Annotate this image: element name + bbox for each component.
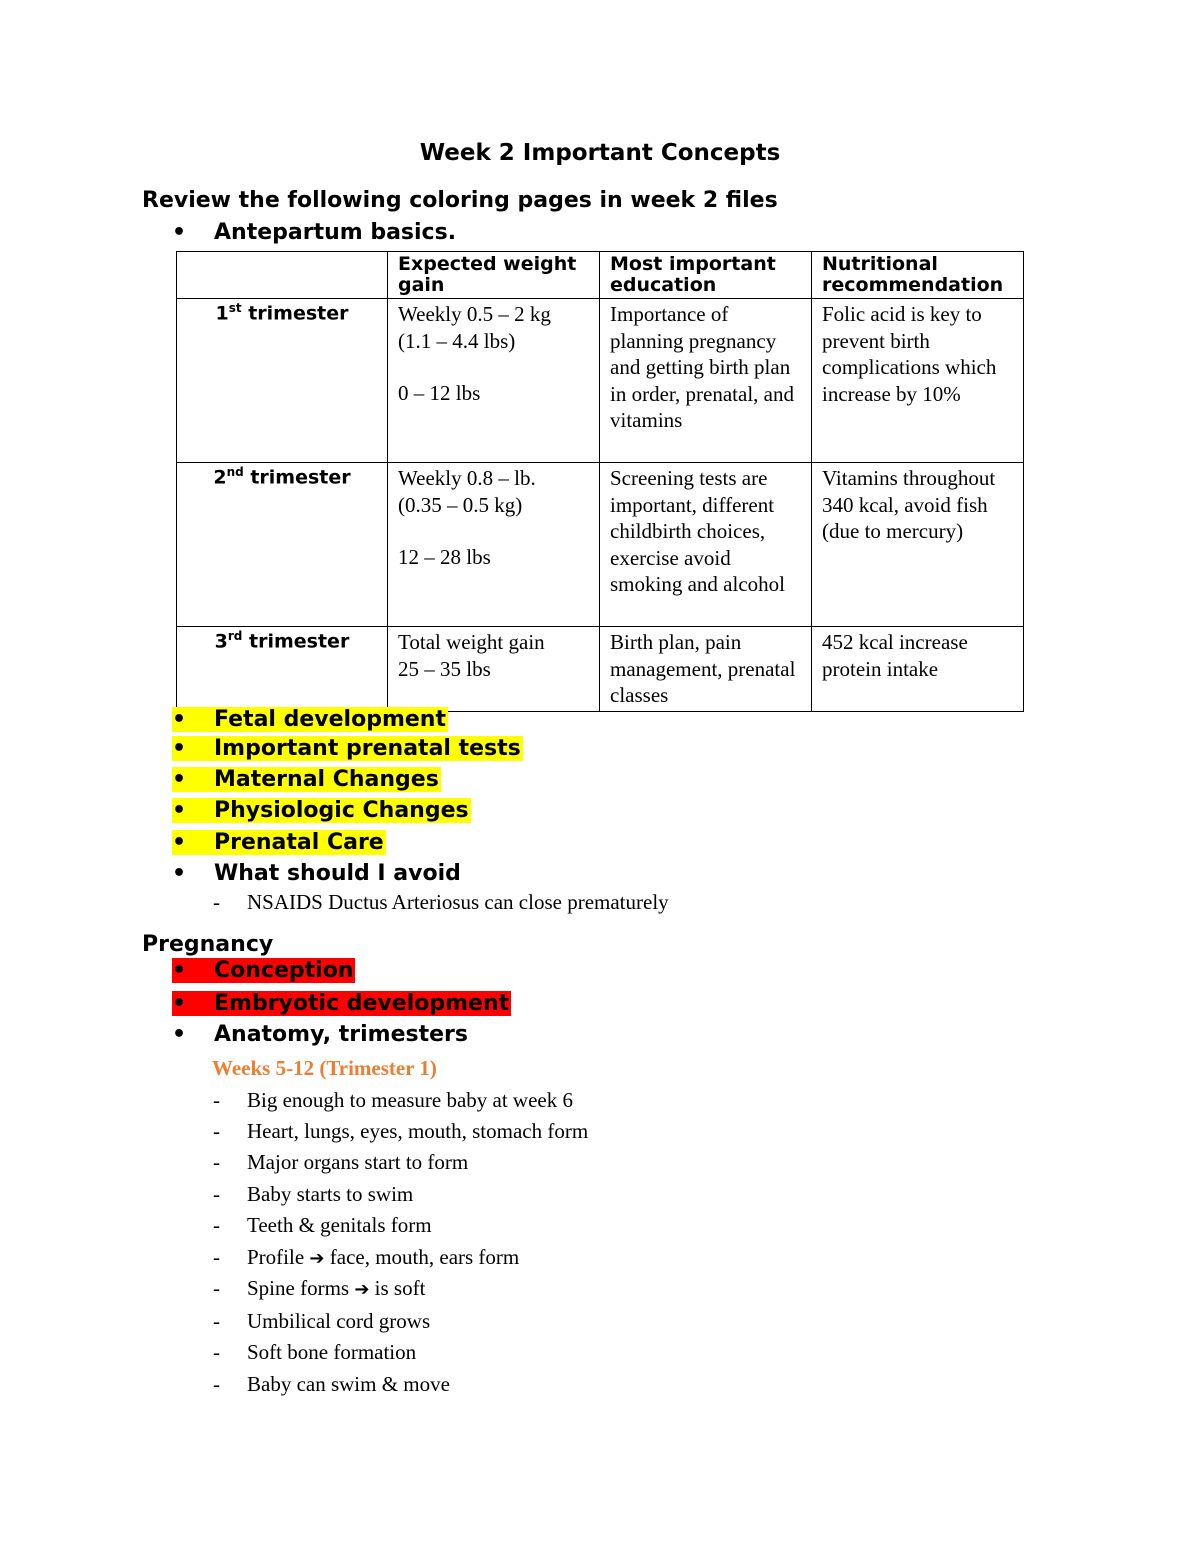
education-cell: Importance of planning pregnancy and getting birth plan in order, prenatal, and vitamins bbox=[600, 299, 812, 463]
list-item: - Spine forms ➔ is soft bbox=[213, 1276, 426, 1300]
bullet-antepartum: • Antepartum basics. bbox=[172, 220, 457, 245]
list-item: - Major organs start to form bbox=[213, 1150, 469, 1174]
table-header-empty bbox=[177, 252, 388, 299]
bullet-what-to-avoid: • What should I avoid bbox=[172, 861, 461, 886]
table-row bbox=[177, 299, 1024, 463]
list-item: - Soft bone formation bbox=[213, 1340, 417, 1364]
dash-icon: - bbox=[213, 1182, 220, 1206]
dash-icon: - bbox=[213, 1245, 220, 1269]
bullet-conception: • Conception bbox=[172, 958, 354, 983]
bullet-fetal-development: • Fetal development bbox=[172, 707, 446, 732]
bullet-anatomy-trimesters: • Anatomy, trimesters bbox=[172, 1022, 468, 1047]
pregnancy-heading: Pregnancy bbox=[142, 932, 274, 957]
bullet-prenatal-tests: • Important prenatal tests bbox=[172, 736, 521, 761]
nutrition-cell: Folic acid is key to prevent birth complications which increase by 10% bbox=[812, 299, 1024, 463]
bullet-icon: • bbox=[172, 798, 212, 823]
arrow-right-icon: ➔ bbox=[354, 1279, 370, 1300]
list-item: - Profile ➔ face, mouth, ears form bbox=[213, 1245, 520, 1269]
list-item: - Big enough to measure baby at week 6 bbox=[213, 1088, 573, 1112]
dash-icon: - bbox=[213, 1119, 220, 1143]
bullet-icon: • bbox=[172, 707, 212, 732]
bullet-maternal-changes: • Maternal Changes bbox=[172, 767, 439, 792]
arrow-right-icon: ➔ bbox=[309, 1248, 325, 1269]
education-cell: Screening tests are important, different childbirth choices, exercise avoid smoking and alcohol bbox=[600, 463, 812, 627]
list-item: - Baby can swim & move bbox=[213, 1372, 450, 1396]
dash-icon: - bbox=[213, 1150, 220, 1174]
nutrition-cell: 452 kcal increase protein intake bbox=[812, 627, 1024, 712]
review-heading: Review the following coloring pages in week 2 files bbox=[142, 188, 778, 213]
row-label: 3rd trimester bbox=[177, 627, 388, 712]
table-header-education: Most important education bbox=[600, 252, 812, 299]
row-label: 1st trimester bbox=[177, 299, 388, 463]
table-row bbox=[177, 627, 1024, 712]
dash-icon: - bbox=[213, 1340, 220, 1364]
table-header-nutrition: Nutritional recommendation bbox=[812, 252, 1024, 299]
dash-icon: - bbox=[213, 1276, 220, 1300]
dash-icon: - bbox=[213, 1088, 220, 1112]
dash-icon: - bbox=[213, 1309, 220, 1333]
bullet-icon: • bbox=[172, 830, 212, 855]
weight-cell: Total weight gain 25 – 35 lbs bbox=[388, 627, 600, 712]
document-title: Week 2 Important Concepts bbox=[419, 140, 781, 166]
table-header-weight: Expected weight gain bbox=[388, 252, 600, 299]
table-header-row bbox=[177, 252, 1024, 299]
bullet-icon: • bbox=[172, 861, 187, 886]
list-item: - Baby starts to swim bbox=[213, 1182, 414, 1206]
list-item: - Umbilical cord grows bbox=[213, 1309, 431, 1333]
table-row bbox=[177, 463, 1024, 627]
education-cell: Birth plan, pain management, prenatal classes bbox=[600, 627, 812, 712]
list-item: - Teeth & genitals form bbox=[213, 1213, 432, 1237]
bullet-icon: • bbox=[172, 736, 212, 761]
bullet-icon: • bbox=[172, 958, 212, 983]
bullet-prenatal-care: • Prenatal Care bbox=[172, 830, 384, 855]
dash-icon: - bbox=[213, 1372, 220, 1396]
dash-icon: - bbox=[213, 1213, 220, 1237]
nutrition-cell: Vitamins throughout 340 kcal, avoid fish (due to mercury) bbox=[812, 463, 1024, 627]
bullet-embryotic-development: • Embryotic development bbox=[172, 991, 510, 1016]
avoid-item: - NSAIDS Ductus Arteriosus can close prematurely bbox=[213, 890, 669, 914]
weeks-subheading: Weeks 5-12 (Trimester 1) bbox=[212, 1056, 437, 1080]
dash-icon: - bbox=[213, 890, 220, 914]
antepartum-table bbox=[176, 251, 1024, 712]
bullet-icon: • bbox=[172, 220, 187, 245]
list-item: - Heart, lungs, eyes, mouth, stomach form bbox=[213, 1119, 589, 1143]
row-label: 2nd trimester bbox=[177, 463, 388, 627]
bullet-icon: • bbox=[172, 991, 212, 1016]
weight-cell: Weekly 0.8 – lb. (0.35 – 0.5 kg) 12 – 28 lbs bbox=[388, 463, 600, 627]
weight-cell: Weekly 0.5 – 2 kg (1.1 – 4.4 lbs) 0 – 12 lbs bbox=[388, 299, 600, 463]
bullet-icon: • bbox=[172, 1022, 187, 1047]
bullet-physiologic-changes: • Physiologic Changes bbox=[172, 798, 469, 823]
bullet-icon: • bbox=[172, 767, 212, 792]
